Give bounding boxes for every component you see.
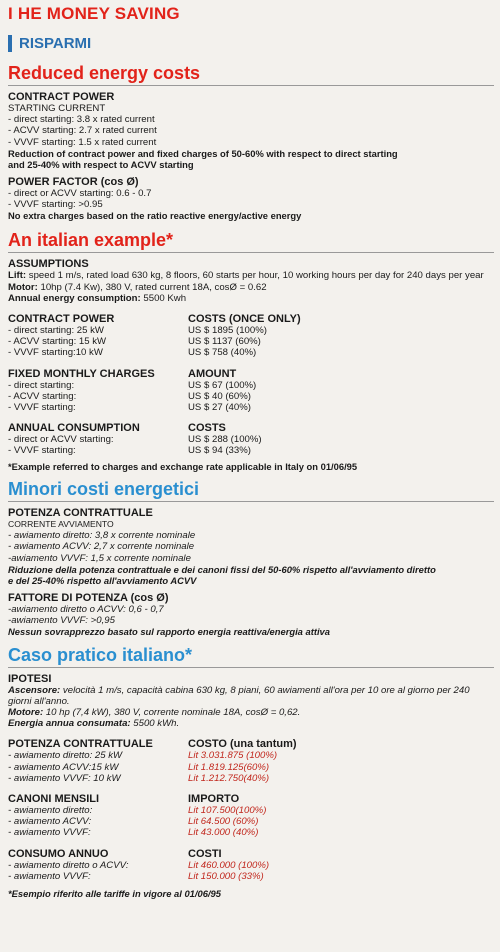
it-reduction-line-2: e del 25-40% rispetto all'avviamento ACVV (8, 575, 197, 587)
it-amount-row: Lit 43.000 (40%) (188, 827, 259, 839)
en-fmc-heading: FIXED MONTHLY CHARGES (8, 367, 155, 380)
it-contract-power-heading: POTENZA CONTRATTUALE (8, 507, 153, 520)
it-annual-line: Energia annua consumata: 5500 kWh. (8, 718, 180, 730)
it-costs-row: Lit 3.031.875 (100%) (188, 750, 278, 762)
it-ac-costs-row: Lit 150.000 (33%) (188, 870, 264, 882)
it-footnote: *Esempio riferito alle tariffe in vigore al 01/06/95 (8, 887, 221, 899)
page-title: I HE MONEY SAVING (8, 4, 180, 23)
en-pf-note: No extra charges based on the ratio reactive energy/active energy (8, 210, 302, 222)
en-ac-row: - direct or ACVV starting: (8, 434, 114, 446)
en-cp-row: - ACVV starting: 15 kW (8, 336, 107, 348)
en-annual-line: Annual energy consumption: 5500 Kwh (8, 292, 187, 304)
it-motor-line: Motore: 10 hp (7,4 kW), 380 V, corrente nominale 18A, cosØ = 0,62. (8, 706, 301, 718)
subtitle-bar (8, 35, 12, 52)
it-ac-row: - awiamento VVVF: (8, 870, 91, 882)
en-ac-costs-row: US $ 94 (33%) (188, 445, 251, 457)
it-cp-row: - awiamento diretto: 25 kW (8, 750, 123, 762)
en-fmc-row: - ACVV starting: (8, 390, 77, 402)
it-amount-row: Lit 107.500(100%) (188, 804, 267, 816)
en-contract-power-table (8, 309, 494, 359)
en-footnote: *Example referred to charges and exchange rate applicable in Italy on 01/06/95 (8, 460, 358, 472)
it-fmc-heading: CANONI MENSILI (8, 792, 100, 805)
en-amount-heading: AMOUNT (188, 367, 237, 380)
en-starting-current: STARTING CURRENT (8, 103, 106, 114)
document-page (8, 4, 494, 899)
section-minori-costi: Minori costi energetici (8, 478, 494, 502)
it-vvvf-start: -awiamento VVVF: 1,5 x corrente nominale (8, 552, 191, 564)
en-cp-heading: CONTRACT POWER (8, 313, 115, 326)
en-ac-costs-row: US $ 288 (100%) (188, 434, 262, 446)
it-reduction-line-1: Riduzione della potenza contrattuale e dei canoni fissi del 50-60% rispetto all'avviamento diretto (8, 563, 436, 575)
section-italian-example: An italian example* (8, 229, 494, 253)
en-cp-row: - direct starting: 25 kW (8, 325, 104, 337)
it-annual-consumption-table (8, 844, 494, 882)
it-ac-costs-row: Lit 460.000 (100%) (188, 859, 270, 871)
en-contract-power-heading: CONTRACT POWER (8, 91, 115, 103)
it-fixed-charges-table (8, 789, 494, 839)
en-amount-row: US $ 40 (60%) (188, 390, 251, 402)
it-contract-power-table (8, 734, 494, 784)
it-cp-row: - awiamento ACVV:15 kW (8, 761, 119, 773)
en-motor-line: Motor: 10hp (7.4 Kw), 380 V, rated current 18A, cosØ = 0.62 (8, 281, 267, 293)
section-caso-pratico: Caso pratico italiano* (8, 644, 494, 668)
en-amount-row: US $ 67 (100%) (188, 379, 257, 391)
it-pf-line-1: -awiamento diretto o ACVV: 0,6 - 0,7 (8, 603, 164, 615)
en-costs-heading: COSTS (ONCE ONLY) (188, 313, 301, 326)
it-pf-note: Nessun sovrapprezzo basato sul rapporto energia reattiva/energia attiva (8, 626, 330, 638)
en-power-factor-heading: POWER FACTOR (cos Ø) (8, 175, 139, 188)
en-lift-line: Lift: speed 1 m/s, rated load 630 kg, 8 floors, 60 starts per hour, 10 working hours per day for 240 days per year (8, 270, 484, 282)
en-pf-line-2: - VVVF starting: >0.95 (8, 198, 103, 210)
it-cp-heading: POTENZA CONTRATTUALE (8, 738, 153, 751)
it-ac-row: - awiamento diretto o ACVV: (8, 859, 129, 871)
it-costs-row: Lit 1.212.750(40%) (188, 772, 270, 784)
it-costs-heading: COSTO (una tantum) (188, 738, 297, 751)
it-costs-row: Lit 1.819.125(60%) (188, 761, 270, 773)
en-vvvf-start: - VVVF starting: 1.5 x rated current (8, 136, 157, 148)
en-fmc-row: - direct starting: (8, 379, 75, 391)
en-acvv-start: - ACVV starting: 2.7 x rated current (8, 125, 157, 137)
page-subtitle (8, 32, 494, 54)
en-cp-row: - VVVF starting:10 kW (8, 347, 103, 359)
it-pf-line-2: -awiamento VVVF: >0,95 (8, 614, 115, 626)
it-lift-line: Ascensore: velocità 1 m/s, capacità cabina 630 kg, 8 piani, 60 awiamenti all'ora per 10 ore al giorno per 240 giorni all'anno. (8, 684, 470, 707)
section-reduced-energy-costs: Reduced energy costs (8, 62, 494, 86)
it-cp-row: - awiamento VVVF: 10 kW (8, 772, 121, 784)
it-acvv-start: - awiamento ACVV: 2,7 x corrente nominale (8, 541, 195, 553)
it-fmc-row: - awiamento ACVV: (8, 816, 92, 828)
en-costs-row: US $ 1137 (60%) (188, 336, 261, 348)
subtitle-text: RISPARMI (19, 34, 92, 52)
it-amount-row: Lit 64.500 (60%) (188, 816, 259, 828)
it-amount-heading: IMPORTO (188, 792, 240, 805)
en-reduction-line-1: Reduction of contract power and fixed charges of 50-60% with respect to direct starting (8, 147, 398, 159)
it-ac-costs-heading: COSTI (188, 847, 222, 860)
it-fmc-row: - awiamento VVVF: (8, 827, 91, 839)
en-ac-heading: ANNUAL CONSUMPTION (8, 422, 140, 435)
en-assumptions-heading: ASSUMPTIONS (8, 258, 89, 271)
en-reduction-line-2: and 25-40% with respect to ACVV starting (8, 159, 194, 171)
it-direct-start: - awiamento diretto: 3,8 x corrente nominale (8, 530, 196, 542)
en-pf-line-1: - direct or ACVV starting: 0.6 - 0.7 (8, 187, 152, 199)
en-ac-costs-heading: COSTS (188, 422, 226, 435)
it-fmc-row: - awiamento diretto: (8, 804, 93, 816)
it-assumptions-heading: IPOTESI (8, 672, 52, 685)
it-power-factor-heading: FATTORE DI POTENZA (cos Ø) (8, 591, 169, 604)
en-fixed-charges-table (8, 364, 494, 414)
en-costs-row: US $ 758 (40%) (188, 347, 257, 359)
en-amount-row: US $ 27 (40%) (188, 402, 251, 414)
it-starting-current: CORRENTE AVVIAMENTO (8, 519, 114, 530)
en-direct-start: - direct starting: 3.8 x rated current (8, 114, 155, 126)
en-costs-row: US $ 1895 (100%) (188, 325, 267, 337)
en-fmc-row: - VVVF starting: (8, 402, 76, 414)
en-ac-row: - VVVF starting: (8, 445, 76, 457)
it-ac-heading: CONSUMO ANNUO (8, 847, 109, 860)
en-annual-consumption-table (8, 418, 494, 456)
